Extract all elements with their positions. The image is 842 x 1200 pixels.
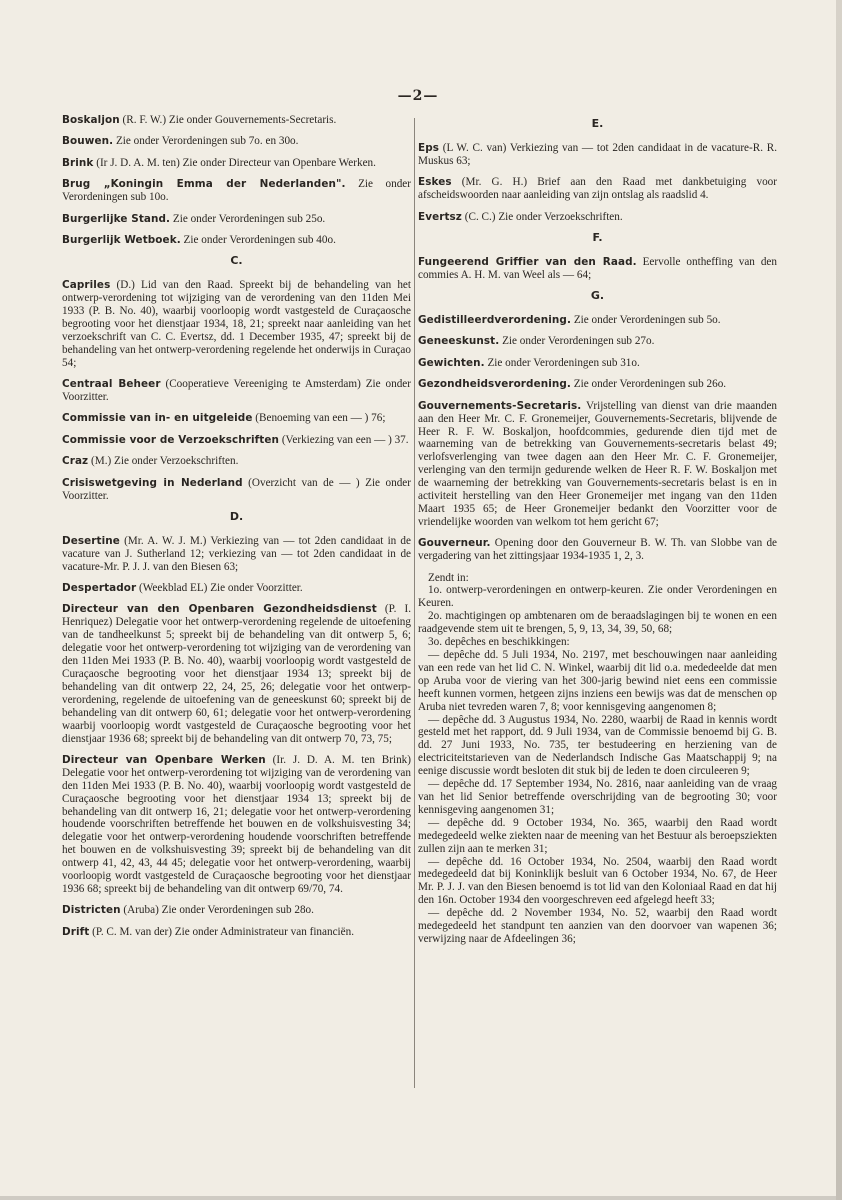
entry-heading: Commissie van in- en uitgeleide [62, 412, 253, 425]
entry-heading: Eps [418, 141, 440, 154]
index-entry [62, 477, 411, 503]
entry-heading: Districten [62, 904, 121, 917]
entry-heading: Brug „Koningin Emma der Nederlanden". [62, 178, 346, 191]
index-entry [62, 157, 411, 170]
entry-heading: Desertine [62, 534, 120, 547]
entry-heading: Despertador [62, 582, 137, 595]
entry-text: Vrijstelling van dienst van drie maanden aan den Heer Mr. C. F. Gronemeijer, Gouvernements-Secretaris, blijvende de Heer R. F. W. Boskaljon, hoofdcommies, gedurende dien tijd met de waarneming van de betrekking van Gouvernements-secretaris belast 49; verlofsverlenging van twee dagen aan den Heer Mr. C. F. Gronemeijer, verlenging van den termijn gedurende welken de Heer R. F. W. Boskaljon met de waarneming der betrekking van Gouvernements-secretaris belast is en in activiteit herstelling van den Heer Gronemeijer met ingang van den 11den Maart 1935 65; de Heer Gronemeijer bedankt den Voorzitter voor de vriendelijke woorden van welkom tot hem gericht 67; [418, 399, 777, 528]
entry-heading: Boskaljon [62, 114, 120, 126]
index-entry [62, 135, 411, 148]
index-entry [62, 178, 411, 204]
page-edge [836, 0, 842, 1200]
entry-heading: Drift [62, 925, 90, 938]
entry-heading: Craz [62, 455, 89, 468]
entry-heading: Brink [62, 156, 94, 169]
entry-heading: Directeur van Openbare Werken [62, 753, 266, 766]
entry-text: (P. I. Henriquez) Delegatie voor het ontwerp-verordening regelende de uitoefening van de tandheelkunst 5; spreekt bij de behandeling van dit ontwerp 5, 6; delegatie voor het ontwerp-verordening tot wijziging van de verordening van den 11den Mei 1933 (P. B. No. 40), waarbij voorloopig wordt vastgesteld de Curaçaosche begrooting voor het dienstjaar 1934 13; spreekt bij de behandeling van dit ontwerp 22, 24, 25, 26; delegatie voor het ontwerp-verordening, regelende de uitoefening van de geneeskunst 60; spreekt bij de behandeling van dit ontwerp 60, 61; delegatie voor het ontwerp-verordening waarbij voorloopig wordt vastgesteld de Curaçaosche begrooting voor het dienstjaar 1936 68; spreekt bij de behandeling van dit ontwerp 70, 73, 75; [62, 603, 411, 745]
index-entry [62, 455, 411, 468]
entry-heading: Burgerlijke Stand. [62, 212, 171, 225]
index-entry [62, 378, 411, 404]
column-divider [414, 118, 415, 1088]
index-entry [418, 357, 777, 370]
entry-heading: Centraal Beheer [62, 378, 161, 391]
index-subentry: — depêche dd. 2 November 1934, No. 52, waarbij den Raad wordt medegedeeld het standpunt ten aanzien van den doorvoer van wapenen 36; verwijzing naar de Afdeelingen 36; [418, 907, 777, 945]
index-subentry: — depêche dd. 5 Juli 1934, No. 2197, met beschouwingen naar aanleiding van een rede van het lid C. N. Winkel, waarbij dit lid o.a. mededeelde dat men op Aruba voor de viering van het 300-jarig bewind niet eens een commissie heeft kunnen vormen, hetgeen zijns inziens een bewijs was dat de menschen op Aruba niet tevreden waren 7, 8; voor kennisgeving aangenomen 8; [418, 649, 777, 713]
entry-text: (Aruba) Zie onder Verordeningen sub 28o. [120, 904, 314, 917]
entry-heading: Capriles [62, 279, 111, 292]
entry-text: Zie onder Verordeningen sub 7o. en 30o. [113, 135, 299, 148]
index-entry [62, 213, 411, 226]
section-letter: F. [592, 230, 603, 244]
entry-heading: Bouwen. [62, 135, 114, 148]
index-entry [418, 256, 777, 282]
left-column [62, 114, 411, 947]
index-subentry: — depêche dd. 9 October 1934, No. 365, waarbij den Raad wordt medegedeeld welke ziekten naar de meening van het Bestuur als beroepsziekten zullen zijn aan te merken 31; [418, 816, 777, 855]
entry-heading: Gedistilleerdverordening. [418, 314, 572, 327]
index-subentry: 2o. machtigingen op ambtenaren om de beraadslagingen bij te wonen en een raadgevende stem uit te brengen, 5, 9, 13, 34, 39, 50, 68; [418, 610, 777, 636]
section-letter: D. [229, 509, 244, 523]
index-entry [62, 434, 411, 447]
page-number: —2— [397, 88, 439, 104]
index-subentry: 1o. ontwerp-verordeningen en ontwerp-keuren. Zie onder Verordeningen en Keuren. [418, 584, 777, 610]
entry-text: (L W. C. van) Verkiezing van — tot 2den candidaat in de vacature-R. R. Muskus 63; [418, 141, 777, 167]
section-letter: C. [230, 254, 243, 268]
index-subentry: Zendt in: [428, 571, 469, 584]
entry-heading: Geneeskunst. [418, 335, 500, 348]
entry-text: (Mr. A. W. J. M.) Verkiezing van — tot 2den candidaat in de vacature van J. Sutherland 12; verkiezing van — tot 2den candidaat in de vacature-Mr. P. J. J. van den Biesen 63; [62, 534, 411, 573]
entry-text: (C. C.) Zie onder Verzoekschriften. [461, 210, 623, 223]
entry-text: Zie onder Verordeningen sub 40o. [180, 233, 336, 246]
index-entry [62, 279, 411, 369]
index-subentry: — depêche dd. 17 September 1934, No. 2816, naar aanleiding van de vraag van het lid Senior betreffende overschrijding van de begrooting 30; voor kennisgeving aangenomen 31; [418, 778, 777, 816]
entry-text: Eervolle ontheffing van den commies A. H. M. van Weel als — 64; [418, 255, 777, 281]
index-entry [62, 926, 411, 939]
entry-text: (M.) Zie onder Verzoekschriften. [88, 455, 239, 468]
entry-text: Opening door den Gouverneur B. W. Th. van Slobbe van de vergadering van het zittingsjaar 1934-1935 1, 2, 3. [418, 537, 777, 563]
index-entry [62, 582, 411, 595]
index-entry [418, 211, 777, 224]
index-entry [418, 378, 777, 391]
entry-heading: Eskes [418, 176, 452, 189]
index-entry [418, 176, 777, 202]
entry-text: (Weekblad EL) Zie onder Voorzitter. [136, 582, 303, 595]
index-entry [418, 400, 777, 529]
entry-text: Zie onder Verordeningen sub 10o. [62, 178, 411, 204]
index-entry [62, 114, 411, 127]
entry-text: (Ir J. D. A. M. ten) Zie onder Directeur van Openbare Werken. [93, 156, 376, 169]
entry-text: (Mr. G. H.) Brief aan den Raad met dankbetuiging voor afscheidswoorden naar aanleiding van zijn ontslag als raadslid 4. [418, 176, 777, 202]
entry-text: (Overzicht van de — ) Zie onder Voorzitter. [62, 476, 411, 502]
entry-text: (Ir. J. D. A. M. ten Brink) Delegatie voor het ontwerp-verordening tot wijziging van de verordening van den 11den Mei 1933 (P. B. No. 40), waarbij voorloopig wordt vastgesteld de Curaçaosche begrooting voor het dienstjaar 1934 13; spreekt bij de behandeling van dit ontwerp 16, 21; delegatie voor het ontwerp-verordening houdende voorschriften betreffende het bouwen en de volkshuisvesting 34; delegatie voor het ontwerp-verordening houdende voorschriften betreffende het bouwen en de volkshuisvesting 39; spreekt bij de behandeling van dit ontwerp 41, 42, 43, 44 45; delegatie voor het ontwerp-verordening, waarbij voorloopig wordt vastgesteld de Curaçaosche begrooting voor het dienstjaar 1936 68; spreekt bij de behandeling van dit ontwerp 69/70, 74. [62, 753, 411, 895]
index-entry [418, 335, 777, 348]
index-entry [62, 754, 411, 896]
right-column [418, 114, 777, 946]
entry-text: Zie onder Verordeningen sub 26o. [570, 378, 727, 391]
entry-heading: Evertsz [418, 210, 462, 223]
entry-text: (Cooperatieve Vereeniging te Amsterdam) Zie onder Voorzitter. [62, 378, 411, 403]
entry-heading: Gezondheidsverordening. [418, 378, 571, 391]
index-entry [62, 234, 411, 247]
entry-heading: Burgerlijk Wetboek. [62, 233, 181, 246]
index-entry [62, 904, 411, 917]
entry-heading: Fungeerend Griffier van den Raad. [418, 255, 637, 268]
entry-heading: Gouvernements-Secretaris. [418, 399, 582, 412]
entry-heading: Crisiswetgeving in Nederland [62, 476, 243, 489]
entry-text: (P. C. M. van der) Zie onder Administrateur van financiën. [89, 925, 355, 938]
entry-heading: Commissie voor de Verzoekschriften [62, 433, 280, 446]
entry-heading: Gewichten. [418, 356, 485, 369]
entry-text: Zie onder Verordeningen sub 25o. [170, 212, 326, 225]
index-entry [62, 603, 411, 745]
section-letter: G. [590, 289, 605, 303]
index-entry [418, 537, 777, 563]
entry-text: Zie onder Verordeningen sub 27o. [499, 335, 655, 348]
entry-text: (Benoeming van een — ) 76; [252, 412, 386, 425]
index-subentry: — depêche dd. 16 October 1934, No. 2504, waarbij den Raad wordt medegedeeld dat bij Koninklijk besluit van 6 October 1934, No. 67, de Heer Mr. P. J. J. van den Biesen benoemd is tot lid van den Koloniaal Raad en dat hij den 16n. October 1934 den voorgeschreven eed afgelegd heeft 33; [418, 855, 777, 907]
index-entry [418, 314, 777, 327]
entry-text: (R. F. W.) Zie onder Gouvernements-Secretaris. [119, 114, 337, 126]
index-subentry: 3o. depêches en beschikkingen: [428, 636, 570, 649]
index-subentry: — depêche dd. 3 Augustus 1934, No. 2280, waarbij de Raad in kennis wordt gesteld met het rapport, dd. 9 Juli 1934, van de Commissie benoemd bij G. B. dd. 27 Juni 1933, No. 735, ter bestudeering en herziening van de electriciteitstarieven van de Nederlandsch Indische Gas Maatschappij 9; na eenige discussie wordt besloten dit stuk bij de leden te doen circuleeren 9; [418, 713, 777, 778]
index-entry [418, 142, 777, 168]
entry-text: Zie onder Verordeningen sub 31o. [484, 356, 640, 369]
section-letter: E. [591, 117, 604, 130]
index-entry [62, 412, 411, 425]
entry-heading: Directeur van den Openbaren Gezondheidsdienst [62, 603, 377, 616]
entry-text: (D.) Lid van den Raad. Spreekt bij de behandeling van het ontwerp-verordening tot wijziging van de verordening van den 11den Mei 1933 (P. B. No. 40), waarbij voorloopig wordt vastgesteld de Curaçaosche begrooting voor het dienstjaar 1934, 18, 21; spreekt naar aanleiding van het verzoekschrift van C. C. Evertsz, dd. 1 December 1935, 47; spreekt bij de behandeling van het ontwerp-verordening regelende het onderwijs in Curaçao 54; [62, 279, 411, 369]
entry-text: (Verkiezing van een — ) 37. [279, 433, 409, 446]
index-entry [62, 535, 411, 574]
entry-heading: Gouverneur. [418, 537, 491, 550]
entry-text: Zie onder Verordeningen sub 5o. [571, 314, 721, 327]
